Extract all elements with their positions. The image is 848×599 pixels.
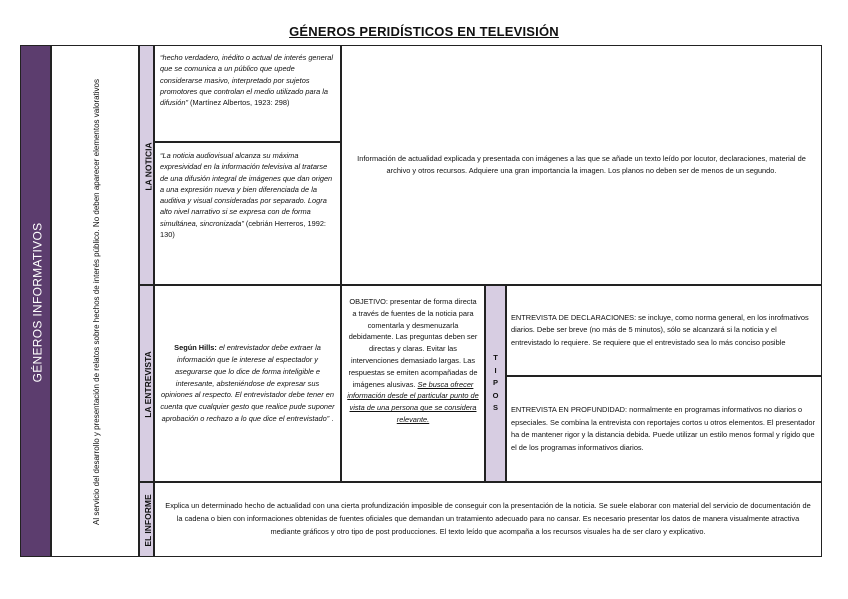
entrevista-label: LA ENTREVISTA xyxy=(142,351,153,418)
description-text: Al servicio del desarrollo y presentación de relatos sobre hechos de interés público. No deben aparecer elementos valorativos xyxy=(91,78,101,526)
noticia-label: LA NOTICIA xyxy=(142,141,153,191)
noticia-quote1-cite: (Martínez Albertos, 1923: 298) xyxy=(190,98,290,108)
tipos-letter: O xyxy=(492,390,499,400)
noticia-quote1-cell xyxy=(154,45,341,142)
description-cell xyxy=(51,45,139,557)
informe-text: Explica un determinado hecho de actualidad con una cierta profundización imposible de conseguir con la presentación de la noticia. Se suele elaborar con material del servicio de documentación de la cadena o bien con informaciones obtenidas de fuentes oficiales que demandan un tratamiento adecuado para no cansar. Es necesario presentar los datos de manera visualmente atractiva mediante gráficos y otro tipo de post producciones. El texto leído que acompaña a los recursos visuales ha de ser claro y explicativo. xyxy=(165,501,811,536)
tipo1-cell xyxy=(506,285,822,376)
page-title: GÉNEROS PERIDÍSTICOS EN TELEVISIÓN xyxy=(289,24,559,39)
tipos-letter: T xyxy=(493,353,498,363)
noticia-definition-cell xyxy=(341,45,822,285)
objetivo-text: OBJETIVO: presentar de forma directa a través de fuentes de la noticia para comentarla y desmenuzarla debidamente. Las preguntas deben ser directas y claras. Evitar las intervenciones demasiado largas. Las respuestas se emiten acompañadas de imágenes alusivas. xyxy=(348,297,478,389)
tipos-label xyxy=(493,352,499,415)
hills-end: . xyxy=(331,413,334,423)
noticia-quote2-cite: (cebrián Herreros, 1992: 130) xyxy=(160,218,326,240)
tipos-letter: I xyxy=(494,365,497,375)
informe-label: EL INFORME xyxy=(142,494,153,547)
hills-author: Según Hills: xyxy=(174,343,217,353)
noticia-quote2-cell xyxy=(154,142,341,285)
noticia-label-cell xyxy=(139,45,154,285)
entrevista-objetivo-cell xyxy=(341,285,485,482)
noticia-quote2: “La noticia audiovisual alcanza su máxima expresividad en la información televisiva al tratarse de una difusión integral de imágenes que dan origen a una expresión nueva y bien diferenciada de la auditiva y visual consideradas por separado. Logra alto nivel narrativo si se expresa con de forma simultánea, sincronizada” xyxy=(160,151,333,228)
tipo2-cell xyxy=(506,376,822,482)
entrevista-label-cell xyxy=(139,285,154,482)
noticia-quote1: “hecho verdadero, inédito o actual de interés general que se comunica a un público que upede considerarse masivo, interpretado por sujetos promotores que controlan el medio utilizado para la difusión” xyxy=(160,53,333,108)
informe-text-cell xyxy=(154,482,822,557)
category-label: GÉNEROS INFORMATIVOS xyxy=(29,222,44,382)
objetivo-underlined: Se busca ofrecer información desde el particular punto de vista de una persona que se considera relevante. xyxy=(347,379,479,424)
informe-label-cell xyxy=(139,482,154,557)
tipo2-text: ENTREVISTA EN PROFUNDIDAD: normalmente en programas informativos no diarios o epseciales. Se combina la entrevista con reportajes cortos u otros elementos. El presentador ha de mantener rigor y la distancia debida. Puede utilizar un estilo menos formal y rígido que el de los programas informativos diarios. xyxy=(511,405,815,452)
tipos-cell xyxy=(485,285,506,482)
tipos-letter: S xyxy=(492,403,498,413)
noticia-definition: Información de actualidad explicada y presentada con imágenes a las que se añade un texto leído por locutor, declaraciones, material de archivo y otros recursos. Adquiere una gran importancia la imagen. Los planos no deben ser de menos de un segundo. xyxy=(357,153,806,175)
hills-quote: el entrevistador debe extraer la información que le interese al espectador y asegurarse que lo dice de forma inteligible e interesante, absteniéndose de expresar sus opiniones al respecto. El entrevistador debe tener en cuenta que cualquier gesto que realice pude suponer aprobación o rechazo a lo que dice el entrevistado” xyxy=(160,343,335,423)
category-cell xyxy=(20,45,51,557)
tipo1-text: ENTREVISTA DE DECLARACIONES: se incluye, como norma general, en los inrofmativos diarios. Debe ser breve (no más de 5 minutos), sólo se alcanzará si la noticia y el entrevistado lo requiere. Se requiere que el entrevistado sea lo más conciso posible xyxy=(511,312,809,347)
tipos-letter: P xyxy=(492,378,498,388)
entrevista-hills-cell xyxy=(154,285,341,482)
